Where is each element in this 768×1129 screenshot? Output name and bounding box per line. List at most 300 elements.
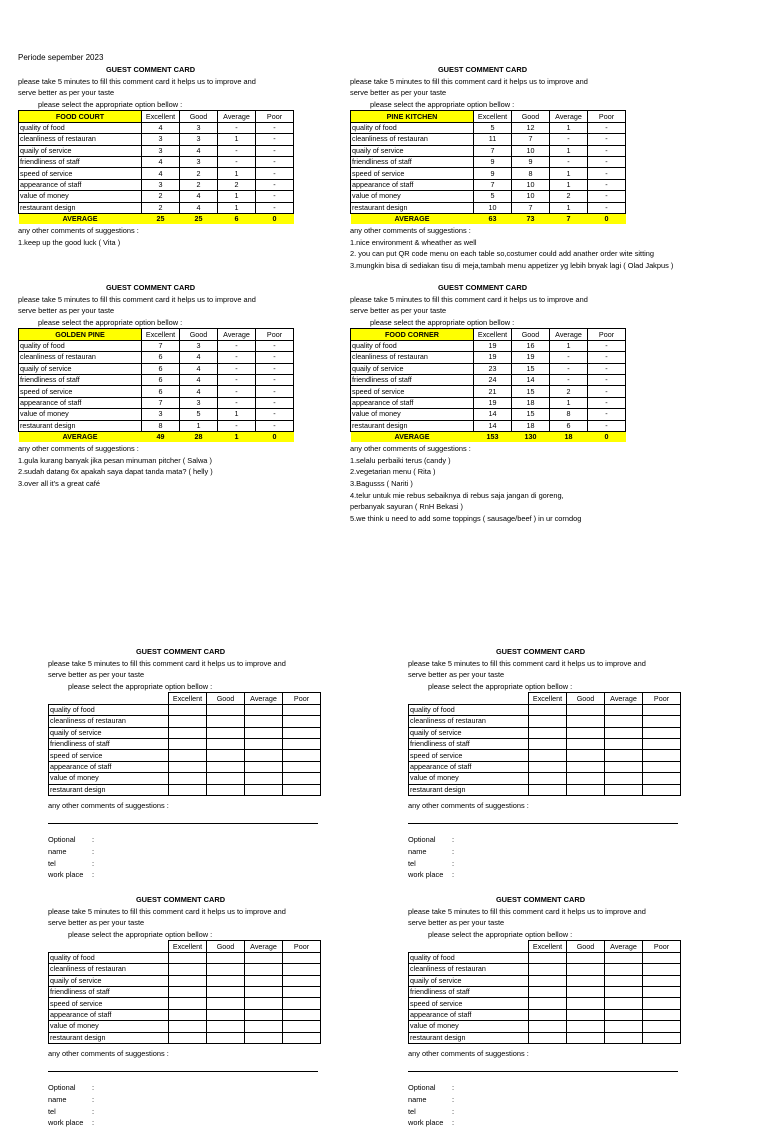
rating-checkbox-cell[interactable] [169,704,207,715]
criterion-label: speed of service [409,998,529,1009]
rating-checkbox-cell[interactable] [169,998,207,1009]
criterion-label: restaurant design [49,784,169,795]
rating-checkbox-cell[interactable] [567,750,605,761]
rating-table [18,110,294,224]
rating-checkbox-cell[interactable] [643,986,681,997]
rating-value: 23 [474,363,512,374]
rating-value: 8 [512,168,550,179]
comment-line: perbanyak sayuran ( RnH Bekasi ) [350,502,463,512]
rating-checkbox-cell[interactable] [643,784,681,795]
rating-value: - [256,363,294,374]
rating-checkbox-cell[interactable] [529,975,567,986]
rating-checkbox-cell[interactable] [643,716,681,727]
rating-checkbox-cell[interactable] [245,952,283,963]
rating-table [48,692,321,796]
card-intro-line: please take 5 minutes to fill this comment card it helps us to improve and [350,294,588,304]
column-header: Excellent [529,941,567,952]
criterion-label: quality of food [409,952,529,963]
rating-value: 7 [512,202,550,213]
rating-value: 6 [142,386,180,397]
rating-checkbox-cell[interactable] [605,704,643,715]
rating-checkbox-cell[interactable] [567,998,605,1009]
rating-checkbox-cell[interactable] [207,773,245,784]
comment-write-line[interactable] [408,811,678,824]
criterion-label: friendliness of staff [49,986,169,997]
rating-checkbox-cell[interactable] [567,1032,605,1043]
average-value: 28 [180,431,218,442]
criterion-label: quaily of service [409,727,529,738]
rating-value: - [256,340,294,351]
rating-value: 10 [512,179,550,190]
rating-value: 5 [474,191,512,202]
rating-value: 16 [512,340,550,351]
criterion-label: friendliness of staff [19,156,142,167]
table-header-row [49,693,321,704]
rating-checkbox-cell[interactable] [643,952,681,963]
rating-checkbox-cell[interactable] [529,727,567,738]
table-row [19,168,294,179]
rating-checkbox-cell[interactable] [567,964,605,975]
rating-checkbox-cell[interactable] [567,704,605,715]
table-header-blank [49,941,169,952]
rating-checkbox-cell[interactable] [169,1032,207,1043]
card-intro-line: serve better as per your taste [48,670,145,680]
card-intro-line: serve better as per your taste [408,670,505,680]
rating-value: - [218,363,256,374]
rating-checkbox-cell[interactable] [169,738,207,749]
rating-value: - [218,374,256,385]
column-header: Good [512,111,550,122]
rating-checkbox-cell[interactable] [207,761,245,772]
rating-checkbox-cell[interactable] [283,1021,321,1032]
rating-value: - [256,386,294,397]
guest-comment-card [18,282,294,490]
rating-value: - [218,397,256,408]
rating-value: 1 [550,145,588,156]
rating-checkbox-cell[interactable] [567,738,605,749]
rating-value: 1 [550,179,588,190]
criterion-label: restaurant design [19,420,142,431]
rating-checkbox-cell[interactable] [567,986,605,997]
rating-checkbox-cell[interactable] [567,975,605,986]
card-select-instruction: please select the appropriate option bellow : [370,317,515,327]
rating-checkbox-cell[interactable] [605,727,643,738]
rating-checkbox-cell[interactable] [207,986,245,997]
average-value: 6 [218,213,256,224]
card-select-instruction: please select the appropriate option bellow : [68,681,213,691]
rating-checkbox-cell[interactable] [567,716,605,727]
rating-checkbox-cell[interactable] [283,761,321,772]
rating-checkbox-cell[interactable] [605,716,643,727]
column-header: Excellent [142,329,180,340]
rating-checkbox-cell[interactable] [605,1032,643,1043]
column-header: Poor [283,693,321,704]
column-header: Excellent [529,693,567,704]
table-row [49,986,321,997]
rating-value: 8 [550,409,588,420]
table-row [19,352,294,363]
rating-checkbox-cell[interactable] [605,738,643,749]
criterion-label: friendliness of staff [49,738,169,749]
rating-checkbox-cell[interactable] [605,773,643,784]
rating-value: - [588,202,626,213]
rating-checkbox-cell[interactable] [529,986,567,997]
card-select-instruction: please select the appropriate option bellow : [38,99,183,109]
card-title: GUEST COMMENT CARD [437,65,528,74]
card-select-instruction: please select the appropriate option bellow : [428,681,573,691]
blank-comment-card [408,894,681,1129]
rating-value: 19 [474,352,512,363]
rating-value: 4 [142,122,180,133]
rating-value: 1 [180,420,218,431]
rating-value: 1 [218,202,256,213]
rating-checkbox-cell[interactable] [529,1021,567,1032]
rating-value: 4 [180,363,218,374]
criterion-label: appearance of staff [19,179,142,190]
rating-checkbox-cell[interactable] [245,1009,283,1020]
rating-value: 15 [512,386,550,397]
rating-checkbox-cell[interactable] [245,773,283,784]
rating-value: 12 [512,122,550,133]
rating-value: 14 [474,420,512,431]
optional-field-label: tel [48,1106,56,1116]
rating-checkbox-cell[interactable] [245,1032,283,1043]
rating-value: - [588,191,626,202]
average-label: AVERAGE [351,431,474,442]
rating-value: 10 [474,202,512,213]
rating-checkbox-cell[interactable] [529,704,567,715]
rating-checkbox-cell[interactable] [207,704,245,715]
rating-checkbox-cell[interactable] [605,964,643,975]
comment-line: 5.we think u need to add some toppings ( sausage/beef ) in ur corndog [350,513,582,523]
column-header: Good [567,693,605,704]
rating-value: 4 [180,202,218,213]
comments-section [350,225,673,271]
rating-value: 9 [512,156,550,167]
rating-checkbox-cell[interactable] [529,998,567,1009]
rating-checkbox-cell[interactable] [283,964,321,975]
rating-checkbox-cell[interactable] [207,1009,245,1020]
rating-checkbox-cell[interactable] [567,1021,605,1032]
rating-checkbox-cell[interactable] [283,727,321,738]
rating-checkbox-cell[interactable] [245,738,283,749]
rating-checkbox-cell[interactable] [567,773,605,784]
optional-field-label: work place [48,870,84,880]
card-intro-line: serve better as per your taste [48,918,145,928]
optional-field-colon: : [92,847,95,857]
rating-checkbox-cell[interactable] [605,750,643,761]
comments-label: any other comments of suggestions : [350,226,471,236]
card-intro-line: serve better as per your taste [350,306,447,316]
rating-checkbox-cell[interactable] [207,784,245,795]
table-row [351,397,626,408]
criterion-label: appearance of staff [351,179,474,190]
rating-checkbox-cell[interactable] [169,750,207,761]
rating-checkbox-cell[interactable] [643,975,681,986]
column-header: Poor [283,941,321,952]
rating-checkbox-cell[interactable] [245,998,283,1009]
table-header-row [351,111,626,122]
rating-value: - [588,352,626,363]
rating-checkbox-cell[interactable] [529,784,567,795]
rating-value: 4 [142,156,180,167]
table-row [351,122,626,133]
table-header-blank [409,693,529,704]
rating-value: 1 [550,202,588,213]
rating-checkbox-cell[interactable] [245,716,283,727]
rating-value: 9 [474,156,512,167]
rating-checkbox-cell[interactable] [245,986,283,997]
rating-checkbox-cell[interactable] [567,952,605,963]
rating-checkbox-cell[interactable] [643,1032,681,1043]
criterion-label: quaily of service [351,145,474,156]
criterion-label: speed of service [49,998,169,1009]
rating-checkbox-cell[interactable] [169,784,207,795]
rating-checkbox-cell[interactable] [605,998,643,1009]
rating-checkbox-cell[interactable] [245,964,283,975]
rating-checkbox-cell[interactable] [529,738,567,749]
rating-table [350,110,626,224]
rating-value: - [588,374,626,385]
column-header: Poor [643,693,681,704]
table-row [409,750,681,761]
rating-checkbox-cell[interactable] [245,1021,283,1032]
rating-checkbox-cell[interactable] [529,761,567,772]
rating-checkbox-cell[interactable] [643,750,681,761]
optional-field-label: work place [408,1118,444,1128]
rating-checkbox-cell[interactable] [245,761,283,772]
criterion-label: restaurant design [409,784,529,795]
rating-checkbox-cell[interactable] [529,964,567,975]
rating-checkbox-cell[interactable] [567,784,605,795]
rating-checkbox-cell[interactable] [643,738,681,749]
rating-checkbox-cell[interactable] [207,738,245,749]
criterion-label: cleanliness of restauran [409,716,529,727]
rating-checkbox-cell[interactable] [245,784,283,795]
rating-value: 3 [142,145,180,156]
criterion-label: restaurant design [409,1032,529,1043]
rating-value: 9 [474,168,512,179]
table-row [49,975,321,986]
rating-checkbox-cell[interactable] [643,998,681,1009]
column-header: Poor [256,111,294,122]
column-header: Average [605,941,643,952]
rating-checkbox-cell[interactable] [207,975,245,986]
rating-checkbox-cell[interactable] [283,716,321,727]
comment-line: 1.keep up the good luck ( Vita ) [18,237,121,247]
optional-field-colon: : [92,1095,95,1105]
rating-checkbox-cell[interactable] [605,952,643,963]
rating-checkbox-cell[interactable] [283,1009,321,1020]
rating-checkbox-cell[interactable] [207,750,245,761]
criterion-label: appearance of staff [49,1009,169,1020]
optional-field-colon: : [452,1095,455,1105]
average-value: 0 [588,431,626,442]
criterion-label: value of money [49,773,169,784]
rating-value: - [218,145,256,156]
rating-value: 2 [142,191,180,202]
criterion-label: value of money [19,409,142,420]
rating-value: - [218,386,256,397]
rating-checkbox-cell[interactable] [643,1021,681,1032]
average-value: 7 [550,213,588,224]
rating-checkbox-cell[interactable] [283,952,321,963]
rating-checkbox-cell[interactable] [529,1009,567,1020]
criterion-label: restaurant design [351,202,474,213]
rating-checkbox-cell[interactable] [605,975,643,986]
criterion-label: quaily of service [19,363,142,374]
rating-value: 3 [142,409,180,420]
rating-value: - [588,409,626,420]
rating-checkbox-cell[interactable] [207,964,245,975]
rating-checkbox-cell[interactable] [207,727,245,738]
rating-checkbox-cell[interactable] [283,1032,321,1043]
rating-checkbox-cell[interactable] [283,975,321,986]
optional-field-colon: : [452,1083,455,1093]
rating-checkbox-cell[interactable] [169,773,207,784]
average-value: 18 [550,431,588,442]
rating-checkbox-cell[interactable] [169,986,207,997]
card-title: GUEST COMMENT CARD [495,895,586,904]
rating-checkbox-cell[interactable] [207,1021,245,1032]
rating-checkbox-cell[interactable] [605,1021,643,1032]
rating-checkbox-cell[interactable] [207,716,245,727]
rating-checkbox-cell[interactable] [643,773,681,784]
rating-checkbox-cell[interactable] [283,750,321,761]
average-value: 25 [180,213,218,224]
column-header: Poor [643,941,681,952]
rating-checkbox-cell[interactable] [643,761,681,772]
rating-value: 1 [218,409,256,420]
card-select-instruction: please select the appropriate option bellow : [370,99,515,109]
average-value: 0 [588,213,626,224]
rating-checkbox-cell[interactable] [643,704,681,715]
rating-checkbox-cell[interactable] [169,952,207,963]
blank-comment-card [408,646,681,881]
rating-value: - [256,202,294,213]
column-header: Poor [588,329,626,340]
table-row [49,738,321,749]
rating-checkbox-cell[interactable] [283,986,321,997]
rating-checkbox-cell[interactable] [529,716,567,727]
criterion-label: quality of food [351,340,474,351]
average-row [351,431,626,442]
table-row [351,168,626,179]
rating-value: - [550,374,588,385]
blank-comment-card [48,646,321,881]
rating-checkbox-cell[interactable] [283,773,321,784]
card-select-instruction: please select the appropriate option bellow : [68,929,213,939]
rating-table [408,692,681,796]
table-row [19,340,294,351]
rating-checkbox-cell[interactable] [169,1021,207,1032]
rating-checkbox-cell[interactable] [169,761,207,772]
rating-checkbox-cell[interactable] [207,952,245,963]
rating-checkbox-cell[interactable] [529,1032,567,1043]
card-title: GUEST COMMENT CARD [105,283,196,292]
location-name: GOLDEN PINE [19,329,142,340]
rating-value: 19 [474,397,512,408]
rating-checkbox-cell[interactable] [245,750,283,761]
table-row [49,964,321,975]
optional-field-label: Optional [408,835,436,845]
criterion-label: quaily of service [49,727,169,738]
rating-checkbox-cell[interactable] [529,952,567,963]
rating-value: - [256,145,294,156]
rating-value: - [550,363,588,374]
rating-checkbox-cell[interactable] [283,704,321,715]
rating-checkbox-cell[interactable] [567,1009,605,1020]
comment-write-line[interactable] [48,811,318,824]
rating-checkbox-cell[interactable] [529,750,567,761]
rating-value: - [550,134,588,145]
rating-value: 3 [142,134,180,145]
rating-checkbox-cell[interactable] [567,727,605,738]
rating-checkbox-cell[interactable] [283,738,321,749]
rating-checkbox-cell[interactable] [605,761,643,772]
rating-checkbox-cell[interactable] [529,773,567,784]
criterion-label: speed of service [19,168,142,179]
comment-write-line[interactable] [48,1059,318,1072]
table-row [19,179,294,190]
rating-value: 10 [512,191,550,202]
rating-value: - [256,352,294,363]
rating-value: - [256,168,294,179]
criterion-label: appearance of staff [49,761,169,772]
column-header: Poor [588,111,626,122]
table-header-row [409,693,681,704]
rating-checkbox-cell[interactable] [605,784,643,795]
rating-checkbox-cell[interactable] [605,986,643,997]
criterion-label: cleanliness of restauran [19,134,142,145]
table-row [19,134,294,145]
criterion-label: speed of service [351,386,474,397]
guest-comment-card [18,64,294,248]
rating-checkbox-cell[interactable] [283,784,321,795]
rating-checkbox-cell[interactable] [567,761,605,772]
card-title: GUEST COMMENT CARD [495,647,586,656]
table-row [409,986,681,997]
rating-value: 7 [142,397,180,408]
rating-checkbox-cell[interactable] [283,998,321,1009]
rating-checkbox-cell[interactable] [643,1009,681,1020]
rating-checkbox-cell[interactable] [207,1032,245,1043]
optional-field-label: name [408,847,427,857]
rating-checkbox-cell[interactable] [643,964,681,975]
comment-line: 3.Bagusss ( Nariti ) [350,479,413,489]
rating-checkbox-cell[interactable] [169,964,207,975]
rating-checkbox-cell[interactable] [207,998,245,1009]
card-intro-line: please take 5 minutes to fill this comment card it helps us to improve and [408,658,646,668]
rating-checkbox-cell[interactable] [245,704,283,715]
criterion-label: restaurant design [351,420,474,431]
rating-checkbox-cell[interactable] [169,975,207,986]
rating-checkbox-cell[interactable] [245,975,283,986]
average-value: 153 [474,431,512,442]
rating-checkbox-cell[interactable] [169,727,207,738]
rating-checkbox-cell[interactable] [643,727,681,738]
criterion-label: cleanliness of restauran [351,134,474,145]
rating-value: 3 [142,179,180,190]
comment-write-line[interactable] [408,1059,678,1072]
optional-field-label: Optional [408,1083,436,1093]
rating-checkbox-cell[interactable] [169,1009,207,1020]
rating-checkbox-cell[interactable] [245,727,283,738]
rating-checkbox-cell[interactable] [605,1009,643,1020]
rating-checkbox-cell[interactable] [169,716,207,727]
rating-value: 7 [142,340,180,351]
guest-comment-card [350,282,626,524]
